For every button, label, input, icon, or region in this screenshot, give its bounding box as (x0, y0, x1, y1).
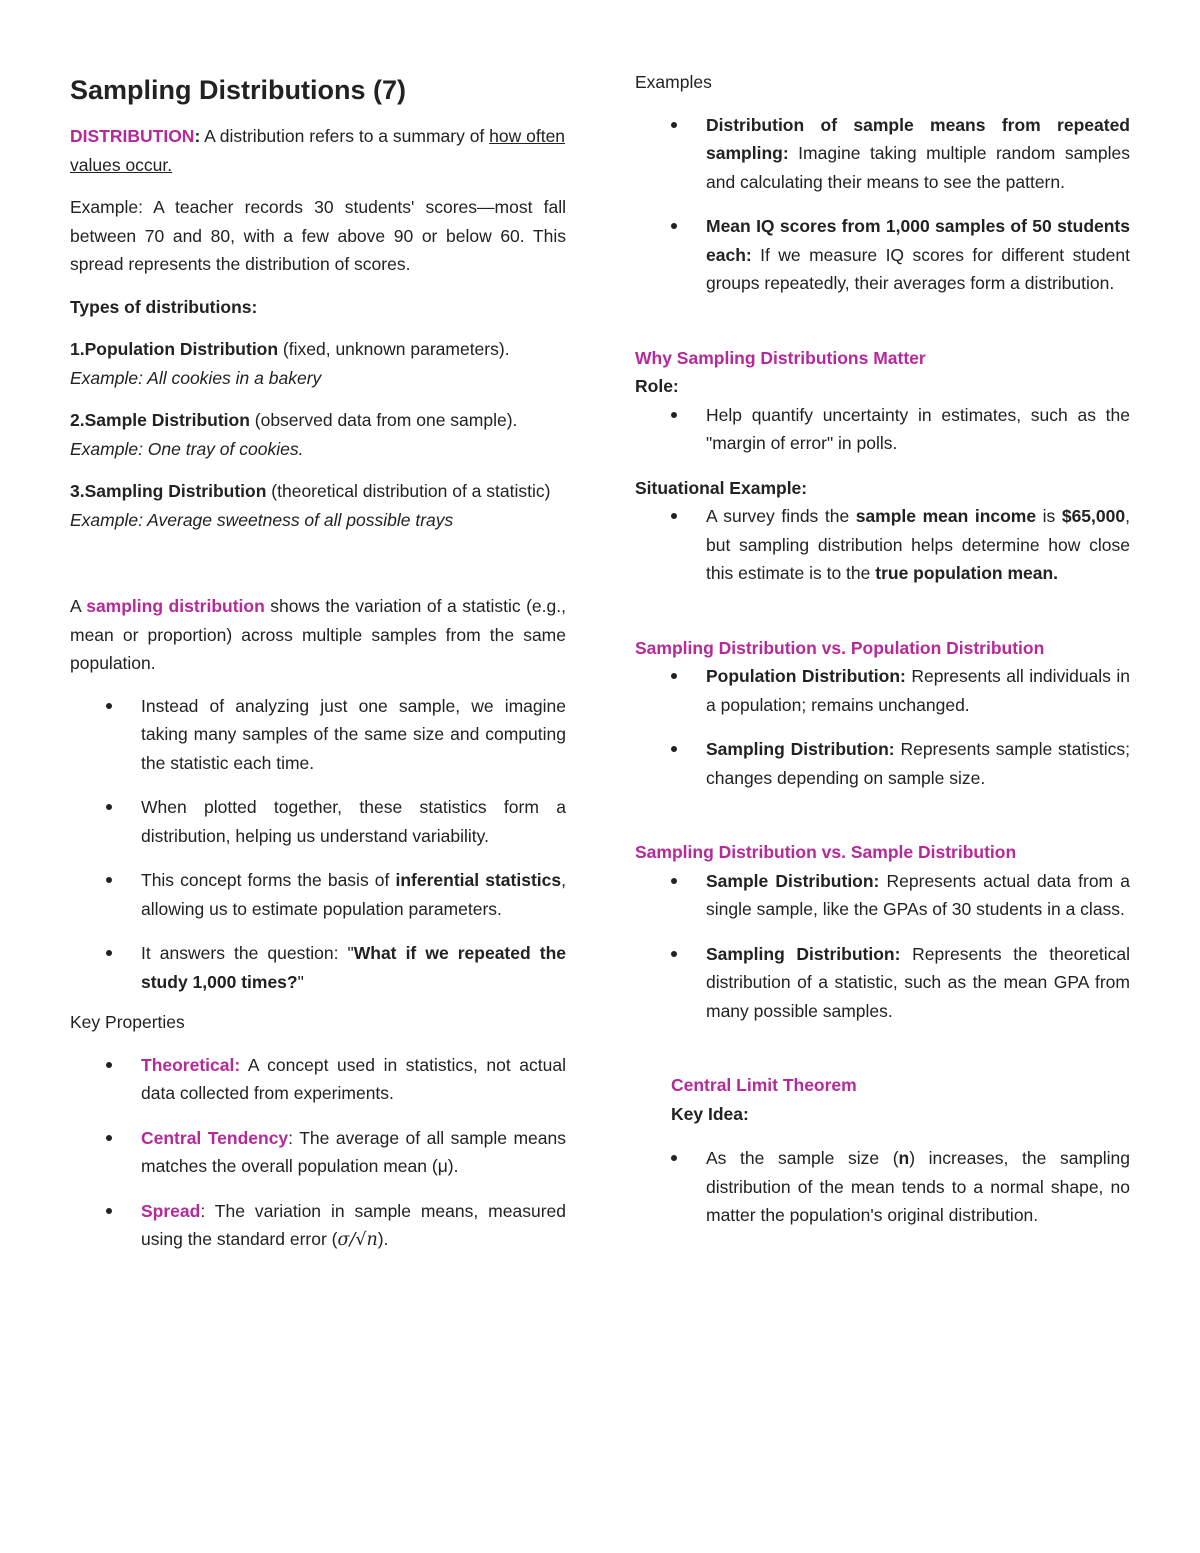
key-properties-heading: Key Properties (70, 1012, 185, 1032)
definition-text: A distribution refers to a summary of (200, 126, 490, 146)
why-matter-heading: Why Sampling Distributions Matter (635, 347, 926, 368)
left-column (70, 70, 566, 1271)
situational-list (635, 502, 1130, 588)
sampling-bullet-list (70, 692, 566, 997)
type-example: Example: Average sweetness of all possible trays (70, 509, 454, 530)
list-item: This concept forms the basis of inferential statistics, allowing us to estimate population parameters. (70, 866, 566, 923)
list-item: Sampling Distribution: Represents sample statistics; changes depending on sample size. (635, 735, 1130, 792)
list-item: As the sample size (n) increases, the sampling distribution of the mean tends to a normal shape, no matter the population's original distribution. (635, 1144, 1130, 1230)
list-item: Instead of analyzing just one sample, we imagine taking many samples of the same size and computing the statistic each time. (70, 692, 566, 778)
standard-error-formula: σ/√n (337, 1230, 378, 1250)
clt-list (635, 1144, 1130, 1230)
list-item: Mean IQ scores from 1,000 samples of 50 students each: If we measure IQ scores for different student groups repeatedly, their averages form a distribution. (635, 212, 1130, 298)
type-item-sample: 2.Sample Distribution (observed data from one sample). Example: One tray of cookies. (70, 406, 566, 463)
example-paragraph: Example: A teacher records 30 students' scores—most fall between 70 and 80, with a few above 90 or below 60. This spread represents the distribution of scores. (70, 197, 566, 274)
type-item-sampling: 3.Sampling Distribution (theoretical distribution of a statistic) Example: Average sweetness of all possible trays (70, 477, 566, 534)
list-item: Central Tendency: The average of all sample means matches the overall population mean (μ). (70, 1124, 566, 1181)
list-item: Sample Distribution: Represents actual data from a single sample, like the GPAs of 30 students in a class. (635, 867, 1130, 924)
type-item-population: 1.Population Distribution (fixed, unknown parameters). Example: All cookies in a bakery (70, 335, 566, 392)
examples-heading: Examples (635, 72, 712, 92)
list-item: Help quantify uncertainty in estimates, such as the "margin of error" in polls. (635, 401, 1130, 458)
vs-population-heading: Sampling Distribution vs. Population Distribution (635, 637, 1045, 658)
situational-label: Situational Example: (635, 477, 808, 498)
role-list (635, 401, 1130, 458)
list-item: Theoretical: A concept used in statistics, not actual data collected from experiments. (70, 1051, 566, 1108)
clt-key-label: Key Idea: (671, 1103, 749, 1124)
type-example: Example: One tray of cookies. (70, 438, 304, 459)
types-heading: Types of distributions: (70, 296, 258, 317)
vs-sample-list (635, 867, 1130, 1026)
list-item: Sampling Distribution: Represents the theoretical distribution of a statistic, such as the mean GPA from many possible samples. (635, 940, 1130, 1026)
definition-term: DISTRIBUTION (70, 126, 195, 146)
right-column (635, 68, 1130, 1246)
list-item: When plotted together, these statistics form a distribution, helping us understand variability. (70, 793, 566, 850)
definition-underlined: how often values occur. (70, 126, 566, 175)
page-title: Sampling Distributions (7) (70, 75, 407, 105)
vs-sample-heading: Sampling Distribution vs. Sample Distribution (635, 842, 1017, 862)
list-item: Population Distribution: Represents all individuals in a population; remains unchanged. (635, 662, 1130, 719)
clt-heading: Central Limit Theorem (671, 1075, 857, 1095)
sampling-term: sampling distribution (86, 596, 265, 616)
list-item: Spread: The variation in sample means, measured using the standard error (σ/√n). (70, 1197, 566, 1255)
vs-population-list (635, 662, 1130, 792)
definition-paragraph: DISTRIBUTION: A distribution refers to a summary of how often values occur. (70, 126, 566, 175)
list-item: It answers the question: "What if we repeated the study 1,000 times?" (70, 939, 566, 996)
examples-list (635, 111, 1130, 298)
clt-section (635, 1071, 1130, 1128)
list-item: Distribution of sample means from repeated sampling: Imagine taking multiple random samples and calculating their means to see the pattern. (635, 111, 1130, 197)
type-example: Example: All cookies in a bakery (70, 367, 322, 388)
key-properties-list (70, 1051, 566, 1255)
list-item: A survey finds the sample mean income is $65,000, but sampling distribution helps determine how close this estimate is to the true population mean. (635, 502, 1130, 588)
role-label: Role: (635, 376, 679, 396)
sampling-intro: A sampling distribution shows the variation of a statistic (e.g., mean or proportion) across multiple samples from the same population. (70, 596, 566, 673)
